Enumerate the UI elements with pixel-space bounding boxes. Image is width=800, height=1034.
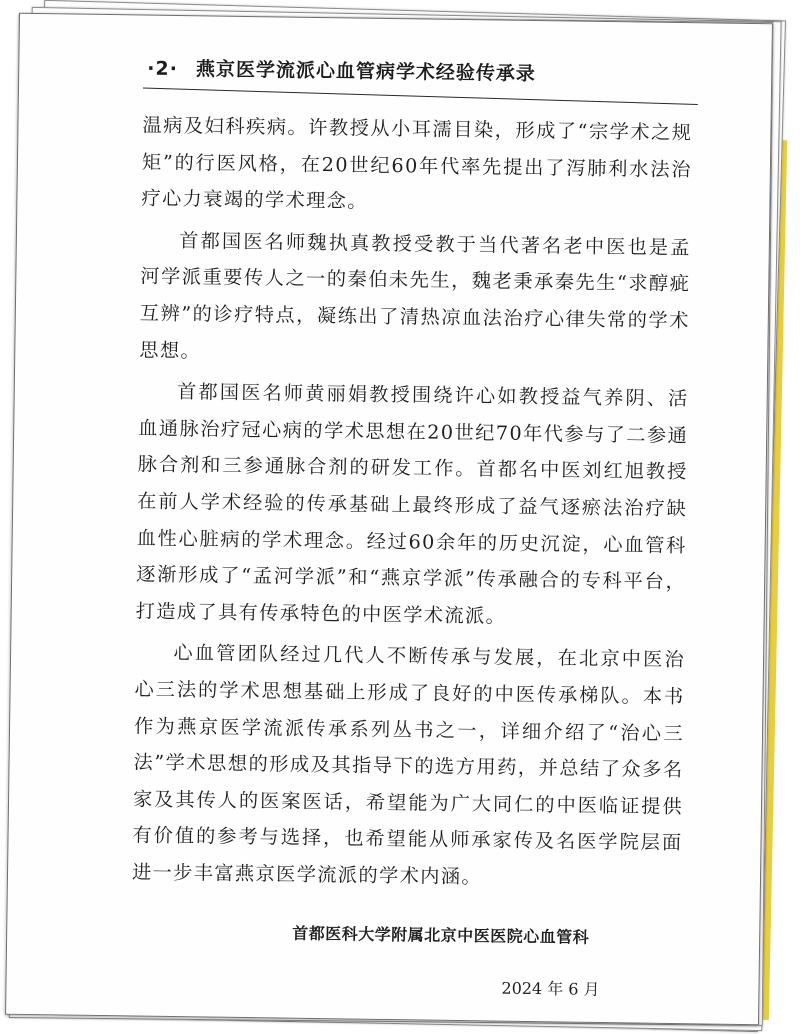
- body-text: [132, 108, 693, 904]
- document-page: [5, 13, 773, 1025]
- paragraph: 温病及妇科疾病。许教授从小耳濡目染，形成了“宗学术之规矩”的行医风格，在20世纪60年代率先提出了泻肺利水法治疗心力衰竭的学术理念。: [141, 113, 693, 213]
- page-number: ·2·: [147, 57, 179, 81]
- header-rule: [143, 88, 698, 105]
- signature-date: 2024 年 6 月: [501, 978, 600, 999]
- book-title: 燕京医学流派心血管病学术经验传承录: [195, 58, 537, 86]
- signature-department: 首都医科大学附属北京中医医院心血管科: [292, 923, 590, 947]
- paragraph: 首都国医名师魏执真教授受教于当代著名老中医也是孟河学派重要传人之一的秦伯未先生，魏老秉承秦先生“求醇疵互辨”的诊疗特点，凝练出了清热凉血法治疗心律失常的学术思想。: [139, 228, 691, 362]
- paragraph: 首都国医名师黄丽娟教授围绕许心如教授益气养阴、活血通脉治疗冠心病的学术思想在20世纪70年代参与了二参通脉合剂和三参通脉合剂的研发工作。首都名中医刘红旭教授在前人学术经验的传承基础上最终形成了益气逐瘀法治疗缺血性心脏病的学术理念。经过60余年的历史沉淀，心血管科逐渐形成了“孟河学派”和“燕京学派”传承融合的专科平台，打造成了具有传承特色的中医学术流派。: [135, 380, 689, 628]
- paragraph: 心血管团队经过几代人不断传承与发展，在北京中医治心三法的学术思想基础上形成了良好的中医传承梯队。本书作为燕京医学流派传承系列丛书之一，详细介绍了“治心三法”学术思想的形成及其指导下的选方用药，并总结了众多名家及其传人的医案医话，希望能为广大同仁的中医临证提供有价值的参考与选择，也希望能从师承家传及名医学院层面进一步丰富燕京医学流派的学术内涵。: [131, 641, 686, 889]
- running-header: [147, 54, 536, 86]
